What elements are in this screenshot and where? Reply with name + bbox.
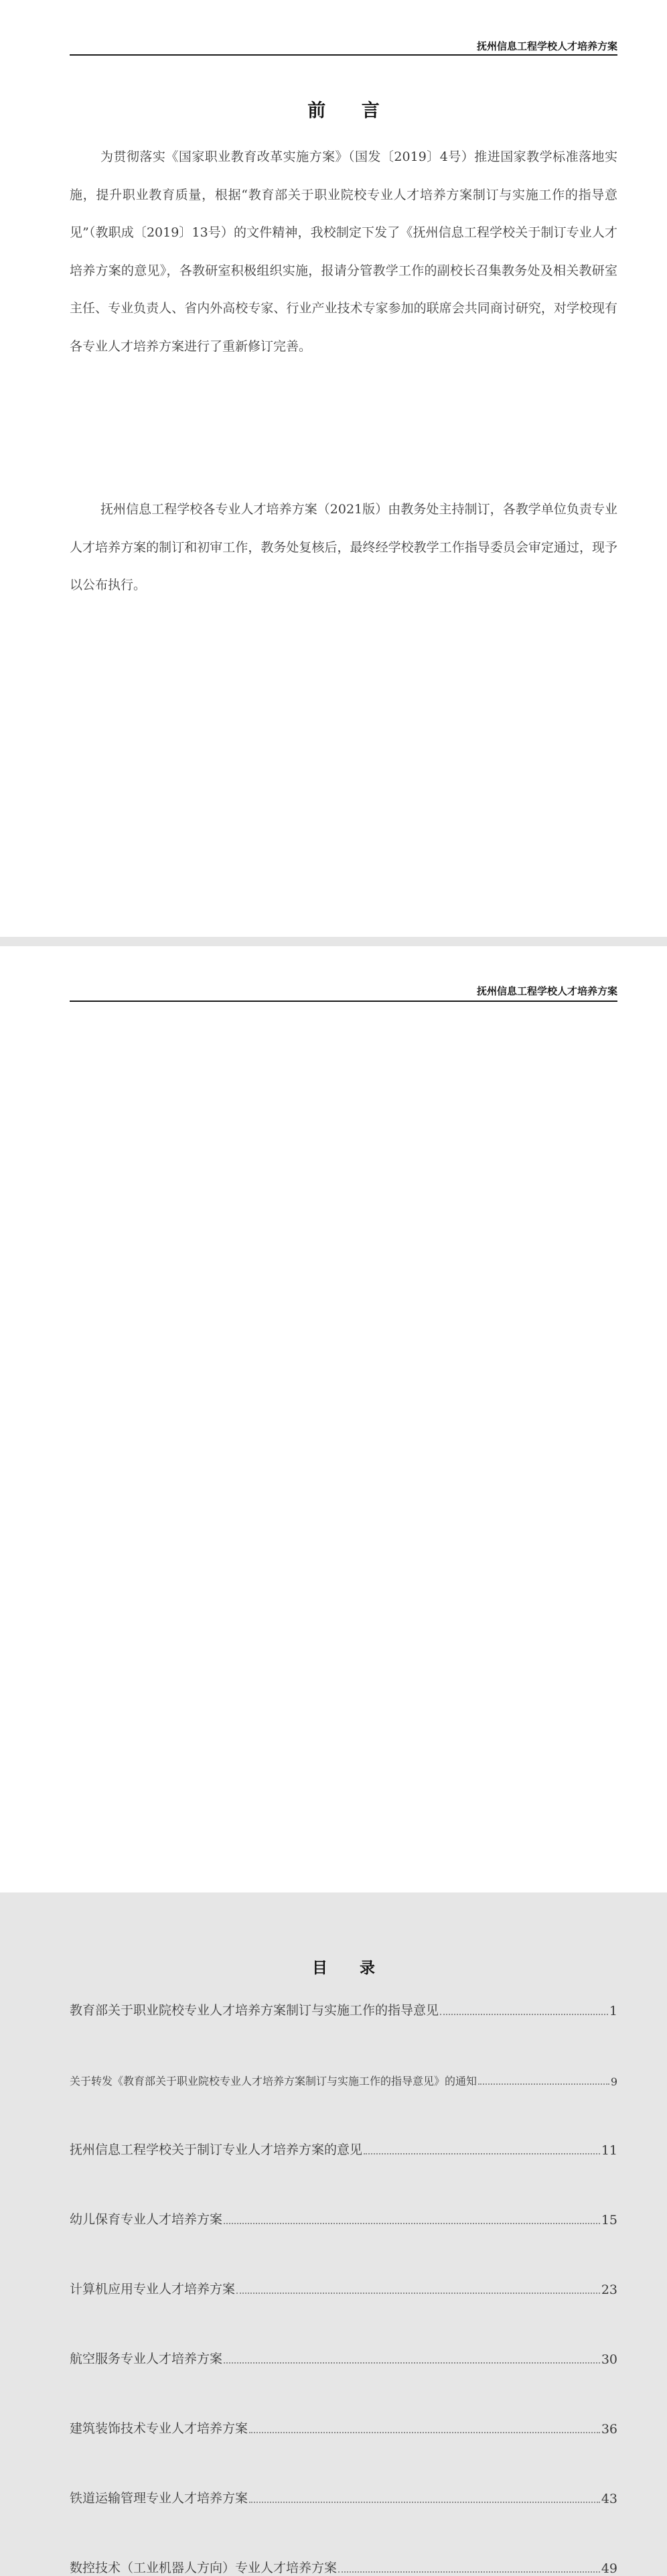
toc-leader-dots [478, 2083, 609, 2085]
toc-entry-label: 计算机应用专业人才培养方案 [70, 2282, 236, 2297]
toc-entry[interactable] [70, 1998, 617, 2018]
running-header: 抚州信息工程学校人才培养方案 [476, 40, 617, 52]
preface-title: 前 言 [307, 101, 394, 121]
toc-entry-page: 43 [601, 2492, 617, 2506]
header-rule [70, 54, 617, 56]
toc-leader-dots [440, 2014, 608, 2015]
toc-entry-label: 幼儿保育专业人才培养方案 [70, 2212, 223, 2227]
toc-entry-page: 23 [601, 2282, 617, 2297]
toc-leader-dots [338, 2571, 600, 2573]
toc-entry-label: 铁道运输管理专业人才培养方案 [70, 2491, 248, 2506]
toc-entry[interactable] [70, 2277, 617, 2297]
toc-entry[interactable] [70, 2556, 617, 2576]
preface-page [0, 0, 667, 937]
header-rule [70, 1001, 617, 1002]
toc-entry-page: 11 [601, 2143, 617, 2158]
toc-leader-dots [364, 2153, 600, 2154]
toc-entry[interactable] [70, 2486, 617, 2506]
toc-entry-page: 1 [609, 2004, 617, 2018]
toc-entry-page: 36 [601, 2422, 617, 2437]
running-header: 抚州信息工程学校人才培养方案 [476, 985, 617, 997]
toc-leader-dots [249, 2502, 600, 2503]
toc-entry[interactable] [70, 2347, 617, 2367]
toc-leader-dots [236, 2293, 600, 2294]
toc-page [0, 946, 667, 2576]
toc-entry[interactable] [70, 2417, 617, 2437]
toc-entry[interactable] [70, 2207, 617, 2228]
toc-leader-dots [224, 2362, 600, 2364]
toc-entry-label: 抚州信息工程学校关于制订专业人才培养方案的意见 [70, 2142, 363, 2157]
toc-entry[interactable] [70, 2068, 617, 2088]
preface-paragraph-1: 为贯彻落实《国家职业教育改革实施方案》（国发〔2019〕4号）推进国家教学标准落地实施，提升职业教育质量，根据“教育部关于职业院校专业人才培养方案制订与实施工作的指导意见”（教职成〔2019〕13号）的文件精神，我校制定下发了《抚州信息工程学校关于制订专业人才培养方案的意见》，各教研室积极组织实施，报请分管教学工作的副校长召集教务处及相关教研室主任、专业负责人、省内外高校专家、行业产业技术专家参加的联席会共同商讨研究，对学校现有各专业人才培养方案进行了重新修订完善。 [70, 149, 617, 354]
toc-leader-dots [249, 2432, 600, 2433]
toc-entry-label: 建筑装饰技术专业人才培养方案 [70, 2421, 248, 2436]
toc-entry-page: 30 [601, 2352, 617, 2367]
toc-entry-page: 9 [610, 2075, 617, 2088]
toc-entry-label: 数控技术（工业机器人方向）专业人才培养方案 [70, 2561, 338, 2575]
toc-entry-label: 教育部关于职业院校专业人才培养方案制订与实施工作的指导意见 [70, 2003, 439, 2018]
toc-entry-page: 15 [601, 2213, 617, 2228]
preface-paragraph-2: 抚州信息工程学校各专业人才培养方案（2021版）由教务处主持制订，各教学单位负责专业人才培养方案的制订和初审工作，教务处复核后，最终经学校教学工作指导委员会审定通过，现予以公布执行。 [70, 502, 617, 592]
toc-entry-label: 航空服务专业人才培养方案 [70, 2352, 223, 2366]
toc-title: 目 录 [311, 1959, 388, 1977]
toc-entry-page: 49 [601, 2561, 617, 2576]
toc-leader-dots [224, 2223, 600, 2224]
toc-entry-label: 关于转发《教育部关于职业院校专业人才培养方案制订与实施工作的指导意见》的通知 [70, 2075, 477, 2087]
toc-entry[interactable] [70, 2138, 617, 2158]
